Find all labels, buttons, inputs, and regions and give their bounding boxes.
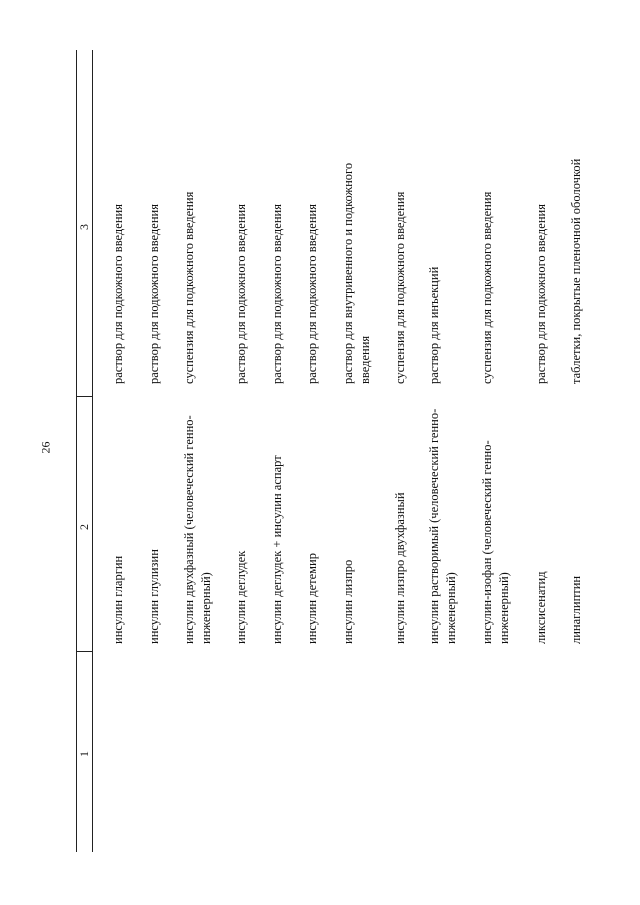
col-sep-2 — [76, 396, 92, 397]
row-2-form: раствор для подкожного введения — [147, 204, 161, 384]
row-10-name: инсулин-изофан (человеческий генно-инженерный) — [480, 440, 511, 644]
row-6-name: инсулин детемир — [305, 553, 319, 644]
row-1-name: инсулин гларгин — [111, 555, 125, 644]
row-4-name: инсулин деглудек — [234, 550, 248, 644]
page-number: 26 — [38, 441, 53, 454]
row-2-name: инсулин глулизин — [147, 549, 161, 644]
row-12-name: линаглиптин — [569, 575, 583, 644]
table-header-rule — [92, 50, 93, 852]
row-6-form: раствор для подкожного введения — [305, 204, 319, 384]
row-7-form: раствор для внутривенного и подкожного введения — [341, 162, 372, 384]
row-5-form: раствор для подкожного введения — [270, 204, 284, 384]
row-12-form: таблетки, покрытые пленочной оболочкой — [569, 158, 583, 384]
row-1-form: раствор для подкожного введения — [111, 204, 125, 384]
col-header-2: 2 — [77, 524, 91, 530]
row-3-name: инсулин двухфазный (человеческий генно-инженерный) — [182, 415, 213, 644]
col-header-3: 3 — [77, 224, 91, 230]
row-10-form: суспензия для подкожного введения — [480, 191, 494, 384]
row-5-name: инсулин деглудек + инсулин аспарт — [270, 455, 284, 644]
table — [64, 50, 616, 852]
row-7-name: инсулин лизпро — [341, 559, 355, 644]
row-11-name: ликсисенатид — [534, 571, 548, 644]
row-3-form: суспензия для подкожного введения — [182, 191, 196, 384]
row-9-name: инсулин растворимый (человеческий генно-инженерный) — [427, 408, 458, 644]
col-header-1: 1 — [77, 751, 91, 757]
col-sep-1 — [76, 651, 92, 652]
row-4-form: раствор для подкожного введения — [234, 204, 248, 384]
table-top-rule — [76, 50, 77, 852]
row-9-form: раствор для инъекций — [427, 266, 441, 384]
row-8-form: суспензия для подкожного введения — [393, 191, 407, 384]
row-8-name: инсулин лизпро двухфазный — [393, 492, 407, 644]
row-11-form: раствор для подкожного введения — [534, 204, 548, 384]
